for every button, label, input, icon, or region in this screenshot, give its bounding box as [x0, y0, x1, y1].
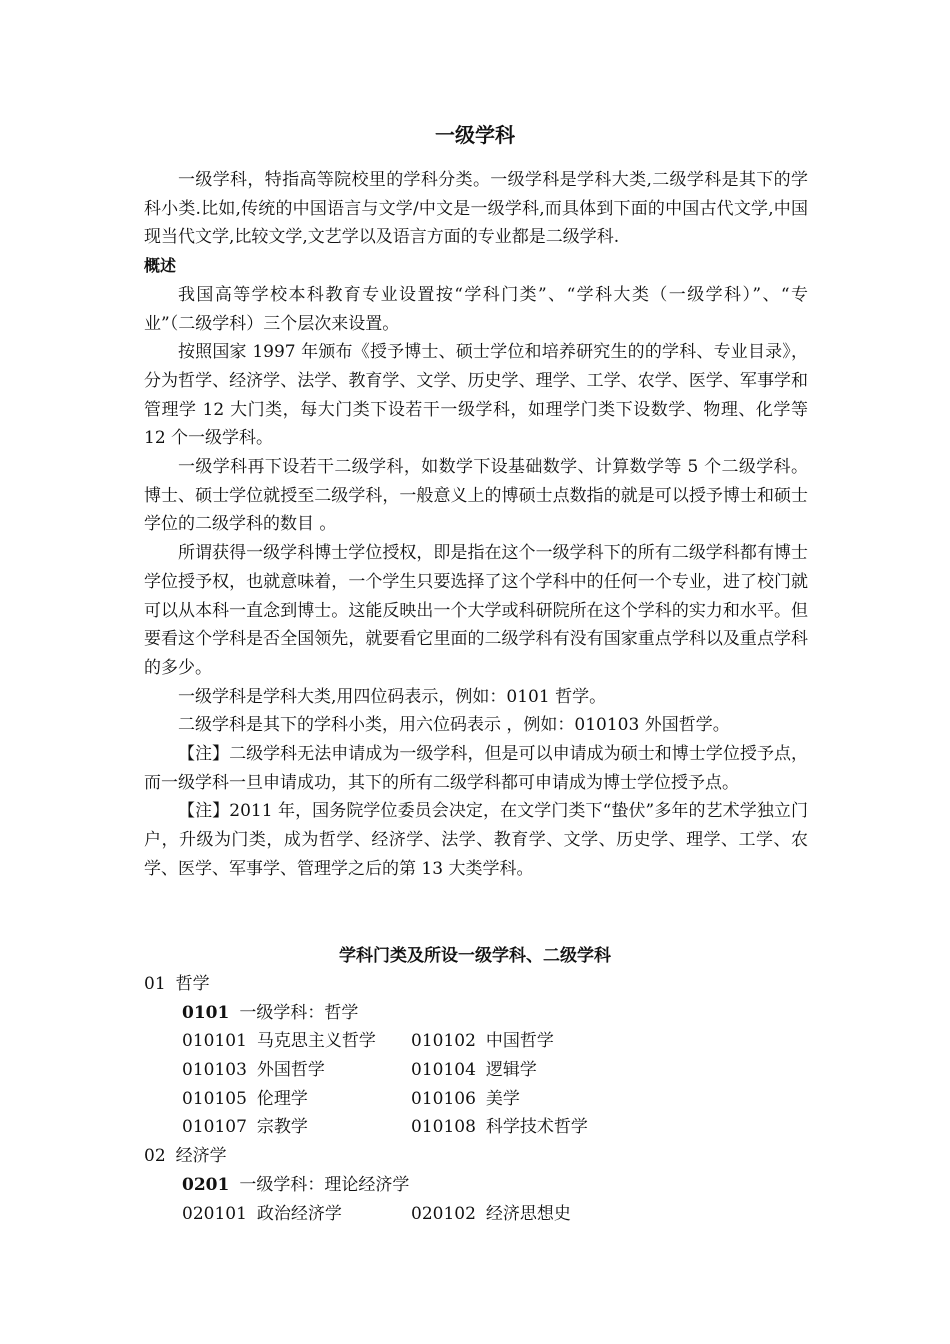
paragraph: 二级学科是其下的学科小类，用六位码表示 ，例如：010103 外国哲学。 [178, 715, 730, 736]
second-level-name: 逻辑学 [485, 1060, 537, 1081]
paragraph: 我国高等学校本科教育专业设置按“学科门类”、“学科大类（一级学科）”、“专业”（二级学科）三个层次来设置。 [144, 284, 808, 334]
first-level-name: 一级学科：理论经济学 [239, 1174, 410, 1195]
second-level-item [182, 1056, 411, 1085]
paragraph: 一级学科是学科大类,用四位码表示，例如：0101 哲学。 [178, 686, 607, 707]
second-level-code: 010107 [182, 1117, 247, 1138]
category-code: 01 [144, 974, 166, 994]
second-level-row [144, 1085, 808, 1114]
second-level-name: 外国哲学 [256, 1060, 325, 1081]
second-level-item [182, 1113, 411, 1142]
second-level-code: 010104 [411, 1060, 476, 1081]
second-level-name: 中国哲学 [485, 1031, 554, 1052]
first-level-name: 一级学科：哲学 [239, 1002, 359, 1023]
second-level-code: 010108 [411, 1117, 476, 1138]
second-level-code: 010105 [182, 1088, 247, 1109]
discipline-catalog [144, 970, 808, 1228]
note-paragraph: 【注】二级学科无法申请成为一级学科，但是可以申请成为硕士和博士学位授予点，而一级学科一旦申请成功，其下的所有二级学科都可申请成为博士学位授予点。 [144, 744, 808, 793]
second-level-code: 010102 [411, 1031, 476, 1052]
second-level-name: 马克思主义哲学 [256, 1031, 376, 1052]
second-level-item [411, 1113, 640, 1142]
second-level-row [144, 1200, 808, 1229]
second-level-item [411, 1056, 640, 1085]
first-level-code: 0201 [182, 1174, 230, 1195]
second-level-code: 020102 [411, 1203, 476, 1224]
second-level-item [411, 1085, 640, 1114]
category-name: 经济学 [175, 1146, 227, 1167]
paragraph: 按照国家 1997 年颁布《授予博士、硕士学位和培养研究生的的学科、专业目录》，分为哲学、经济学、法学、教育学、文学、历史学、理学、工学、农学、医学、军事学和管理学 12 大门类，每大门类下设若干一级学科，如理学门类下设数学、物理、化学等 12 个一级学科。 [144, 342, 808, 449]
section-heading-overview: 概述 [144, 256, 177, 276]
second-level-row [144, 1113, 808, 1142]
second-level-name: 政治经济学 [256, 1203, 342, 1224]
paragraph: 一级学科再下设若干二级学科，如数学下设基础数学、计算数学等 5 个二级学科。博士、硕士学位就授至二级学科，一般意义上的博硕士点数指的就是可以授予博士和硕士学位的二级学科的数目 。 [144, 457, 808, 535]
body-text [144, 166, 808, 884]
second-level-name: 伦理学 [256, 1088, 308, 1109]
paragraph: 所谓获得一级学科博士学位授权，即是指在这个一级学科下的所有二级学科都有博士学位授予权，也就意味着，一个学生只要选择了这个学科中的任何一个专业，进了校门就可以从本科一直念到博士。这能反映出一个大学或科研院所在这个学科的实力和水平。但要看这个学科是否全国领先，就要看它里面的二级学科有没有国家重点学科以及重点学科的多少。 [144, 543, 808, 678]
first-level-discipline [144, 1171, 808, 1200]
discipline-category [144, 1142, 808, 1171]
category-code: 02 [144, 1146, 166, 1167]
second-level-code: 010106 [411, 1088, 476, 1109]
discipline-category [144, 970, 808, 999]
second-level-row [144, 1027, 808, 1056]
document-title: 一级学科 [435, 123, 515, 147]
second-level-name: 科学技术哲学 [485, 1117, 588, 1138]
second-level-name: 经济思想史 [485, 1203, 571, 1224]
first-level-code: 0101 [182, 1002, 230, 1023]
note-paragraph: 【注】2011 年，国务院学位委员会决定，在文学门类下“蛰伏”多年的艺术学独立门户，升级为门类，成为哲学、经济学、法学、教育学、文学、历史学、理学、工学、农学、医学、军事学、管理学之后的第 13 大类学科。 [144, 801, 808, 879]
second-level-code: 020101 [182, 1203, 247, 1224]
second-level-row [144, 1056, 808, 1085]
second-level-name: 美学 [485, 1088, 520, 1109]
paragraph: 一级学科，特指高等院校里的学科分类。一级学科是学科大类,二级学科是其下的学科小类.比如,传统的中国语言与文学/中文是一级学科,而具体到下面的中国古代文学,中国现当代文学,比较文学,文艺学以及语言方面的专业都是二级学科. [144, 170, 808, 248]
second-level-code: 010101 [182, 1031, 247, 1052]
catalog-title: 学科门类及所设一级学科、二级学科 [339, 946, 611, 966]
second-level-name: 宗教学 [256, 1117, 308, 1138]
second-level-item [182, 1200, 411, 1229]
second-level-item [182, 1027, 411, 1056]
second-level-item [182, 1085, 411, 1114]
second-level-item [411, 1200, 640, 1229]
category-name: 哲学 [175, 974, 210, 994]
first-level-discipline [144, 999, 808, 1028]
second-level-code: 010103 [182, 1060, 247, 1081]
second-level-item [411, 1027, 640, 1056]
